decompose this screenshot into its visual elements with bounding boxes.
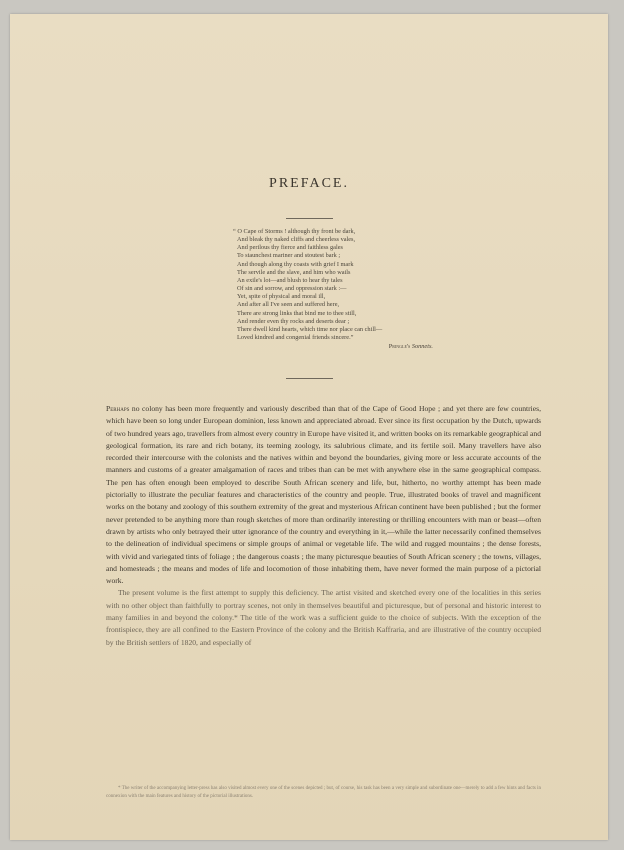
- paragraph-lead-word: Perhaps: [106, 404, 130, 413]
- poem-line: And though along thy coasts with grief I mark: [237, 260, 354, 268]
- paragraph-1-text: no colony has been more frequently and variously described than that of the Cape of Good Hope ; and yet there are few countries, which have been so long under European dominion, less known and appreciated abroad. Ever since its first occupation by the Dutch, upwards of two hundred years ago, travellers from almost every country in Europe have visited it, and written books on its remarkable geographical and geological formation, its rare and rich botany, its teeming zoology, its salubrious climate, and its fertile soil. Many travellers have also recorded their intercourse with the colonists and the natives within and beyond the boundaries, giving more or less accurate accounts of the manners and customs of a greater amalgamation of races and tribes than can be met with anywhere else in the same geographical compass. The pen has often enough been employed to describe South African scenery and life, but, hitherto, no worthy attempt has been made pictorially to illustrate the peculiar features and characteristics of the country and people. True, illustrated books of travel and magnificent works on the botany and zoology of this southern extremity of the great and mysterious African continent have been published ; but the former never pretended to be anything more than rough sketches of more than ordinarily interesting or thrilling encounters with man or beast—often drawn by artists who only betrayed their utter ignorance of the country and everything in it,—while the latter necessarily confined themselves to the delineation of individual specimens or simple groups of animal or vegetable life. The wild and rugged mountains ; the dense forests, with vivid and variegated tints of foliage ; the dangerous coasts ; the many picturesque beauties of South African scenery ; the towns, villages, and homesteads ; the means and modes of life and locomotion of those inhabiting them, have never formed the main purpose of a pictorial work.: [106, 404, 541, 586]
- attribution-author: Pringle's: [388, 343, 411, 351]
- poem-line: “ O Cape of Storms ! although thy front be dark,: [233, 228, 356, 235]
- attribution-work: Sonnets.: [411, 343, 433, 351]
- poem-line: There are strong links that bind me to thee still,: [237, 309, 357, 317]
- poem-line: Of sin and sorrow, and oppression stark :—: [237, 285, 347, 293]
- poem-attribution: [233, 343, 433, 351]
- title-rule: [286, 218, 333, 219]
- poem-line: Loved kindred and congenial friends sincere.”: [237, 334, 354, 342]
- page-sheet: [10, 14, 608, 840]
- poem-line: An exile's lot—and blush to hear thy tales: [237, 276, 343, 284]
- paragraph-2: The present volume is the first attempt to supply this deficiency. The artist visited and sketched every one of the localities in this series with no other object than faithfully to portray scenes, not only in themselves beautiful and picturesque, but of personal and historic interest to many families in and beyond the colony.* The title of the work was a sufficient guide to the choice of subjects. With the exception of the frontispiece, they are all confined to the Eastern Province of the colony and the British Kaffraria, and are illustrative of the country occupied by the British settlers of 1820, and especially of: [106, 588, 541, 647]
- page-title: PREFACE.: [269, 176, 349, 191]
- preface-body: [106, 403, 541, 649]
- epigraph-rule: [286, 378, 333, 379]
- poem-line: To staunchest mariner and stoutest bark ;: [237, 252, 341, 260]
- footnote: * The writer of the accompanying letter-press has also visited almost every one of the scenes depicted ; but, of course, his task has been a very simple and subordinate one—merely to add a few hints and facts in connexion with the main features and history of the pictorial illustrations.: [106, 786, 541, 799]
- poem-line: And perilous thy fierce and faithless gales: [237, 244, 343, 252]
- poem-line: The servile and the slave, and him who wails: [237, 268, 351, 276]
- poem-line: There dwell kind hearts, which time nor place can chill—: [237, 325, 383, 333]
- poem-line: And bleak thy naked cliffs and cheerless vales,: [237, 236, 356, 244]
- poem-line: And after all I've seen and suffered here,: [237, 301, 340, 309]
- poem-line: Yet, spite of physical and moral ill,: [237, 293, 326, 301]
- epigraph-poem: [233, 228, 433, 351]
- paragraph-1: [106, 403, 541, 587]
- poem-line: And render even thy rocks and deserts dear ;: [237, 317, 350, 325]
